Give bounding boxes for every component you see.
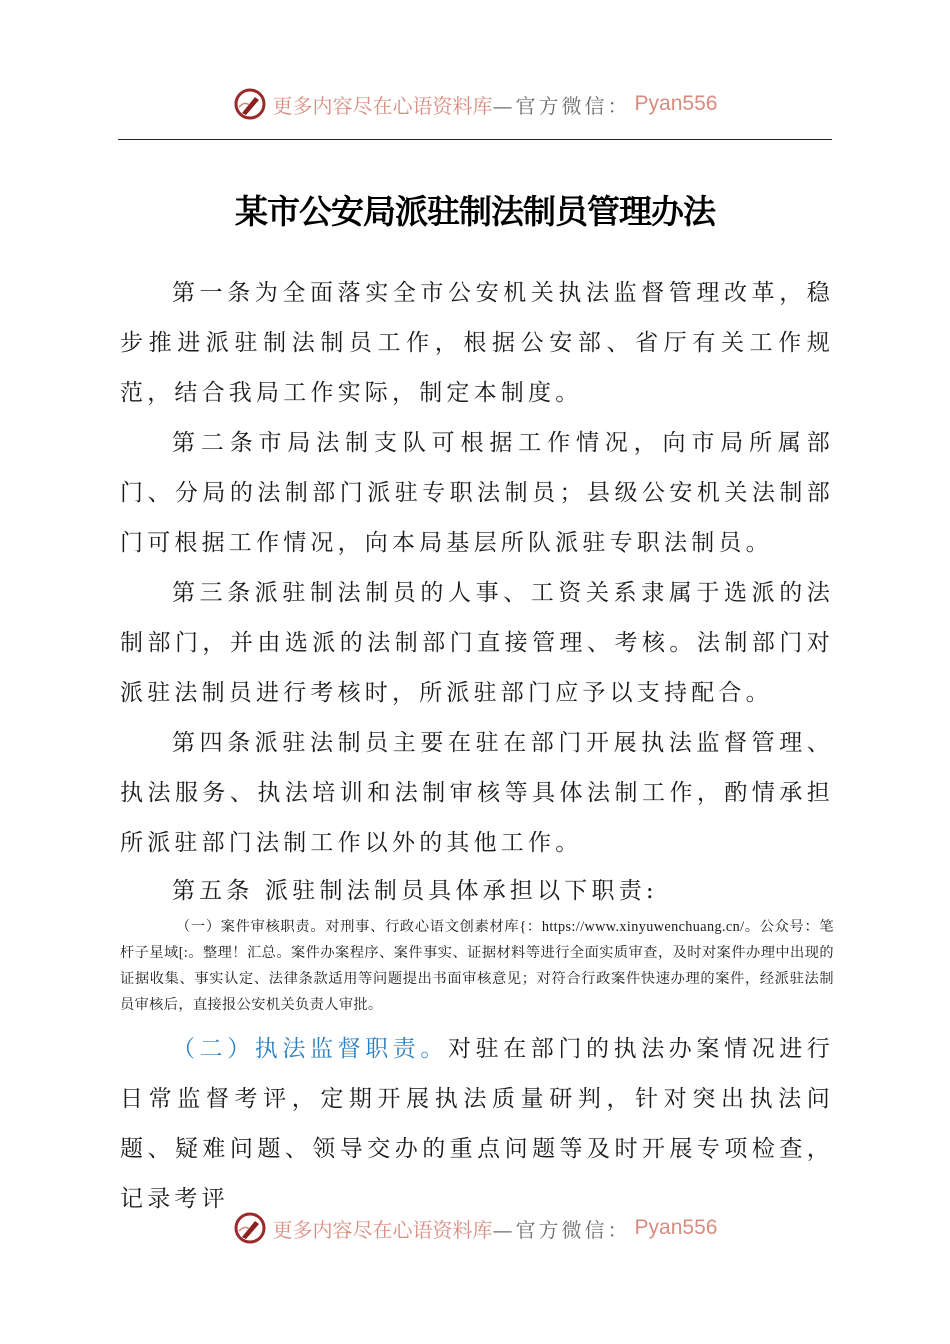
item-two	[120, 1024, 834, 1224]
banner-wechat-label: —官方微信：	[492, 93, 631, 118]
article-1: 第一条为全面落实全市公安机关执法监督管理改革，稳步推进派驻制法制员工作，根据公安部、省厅有关工作规范，结合我局工作实际，制定本制度。	[120, 280, 834, 406]
article-4: 第四条派驻法制员主要在驻在部门开展执法监督管理、执法服务、执法培训和法制审核等具体法制工作，酌情承担所派驻部门法制工作以外的其他工作。	[120, 730, 834, 856]
item-two-heading: （二）执法监督职责。	[172, 1036, 448, 1062]
item-one-case-review: （一）案件审核职责。对刑事、行政心语文创素材库{：https://www.xinyuwenchuang.cn/。公众号：笔杆子星域[:。整理！汇总。案件办案程序、案件事实、证据材料等进行全面实质审查，及时对案件办理中出现的证据收集、事实认定、法律条款适用等问题提出书面审核意见；对符合行政案件快速办理的案件，经派驻法制员审核后，直接报公安机关负责人审批。	[120, 919, 834, 1013]
banner-slogan: 更多内容尽在心语资料库	[272, 93, 493, 118]
item-two-body: 对驻在部门的执法办案情况进行日常监督考评，定期开展执法质量研判，针对突出执法问题、疑难问题、领导交办的重点问题等及时开展专项检查，记录考评	[120, 1036, 834, 1212]
header-banner	[0, 84, 950, 124]
banner-wechat-id: Pyan556	[634, 92, 718, 115]
banner-wechat-id: Pyan556	[634, 1216, 718, 1239]
article-3: 第三条派驻制法制员的人事、工资关系隶属于选派的法制部门，并由选派的法制部门直接管理、考核。法制部门对派驻法制员进行考核时，所派驻部门应予以支持配合。	[120, 580, 834, 706]
article-5: 第五条 派驻制法制员具体承担以下职责:	[172, 878, 658, 904]
article-2: 第二条市局法制支队可根据工作情况，向市局所属部门、分局的法制部门派驻专职法制员；县级公安机关法制部门可根据工作情况，向本局基层所队派驻专职法制员。	[120, 430, 834, 556]
quill-pen-logo-icon	[233, 1211, 267, 1245]
header-divider	[118, 139, 832, 140]
footer-banner	[0, 1208, 950, 1248]
banner-slogan: 更多内容尽在心语资料库	[272, 1217, 493, 1242]
document-title: 某市公安局派驻制法制员管理办法	[235, 192, 715, 231]
quill-pen-logo-icon	[233, 87, 267, 121]
document-body	[120, 268, 834, 1224]
banner-wechat-label: —官方微信：	[492, 1217, 631, 1242]
